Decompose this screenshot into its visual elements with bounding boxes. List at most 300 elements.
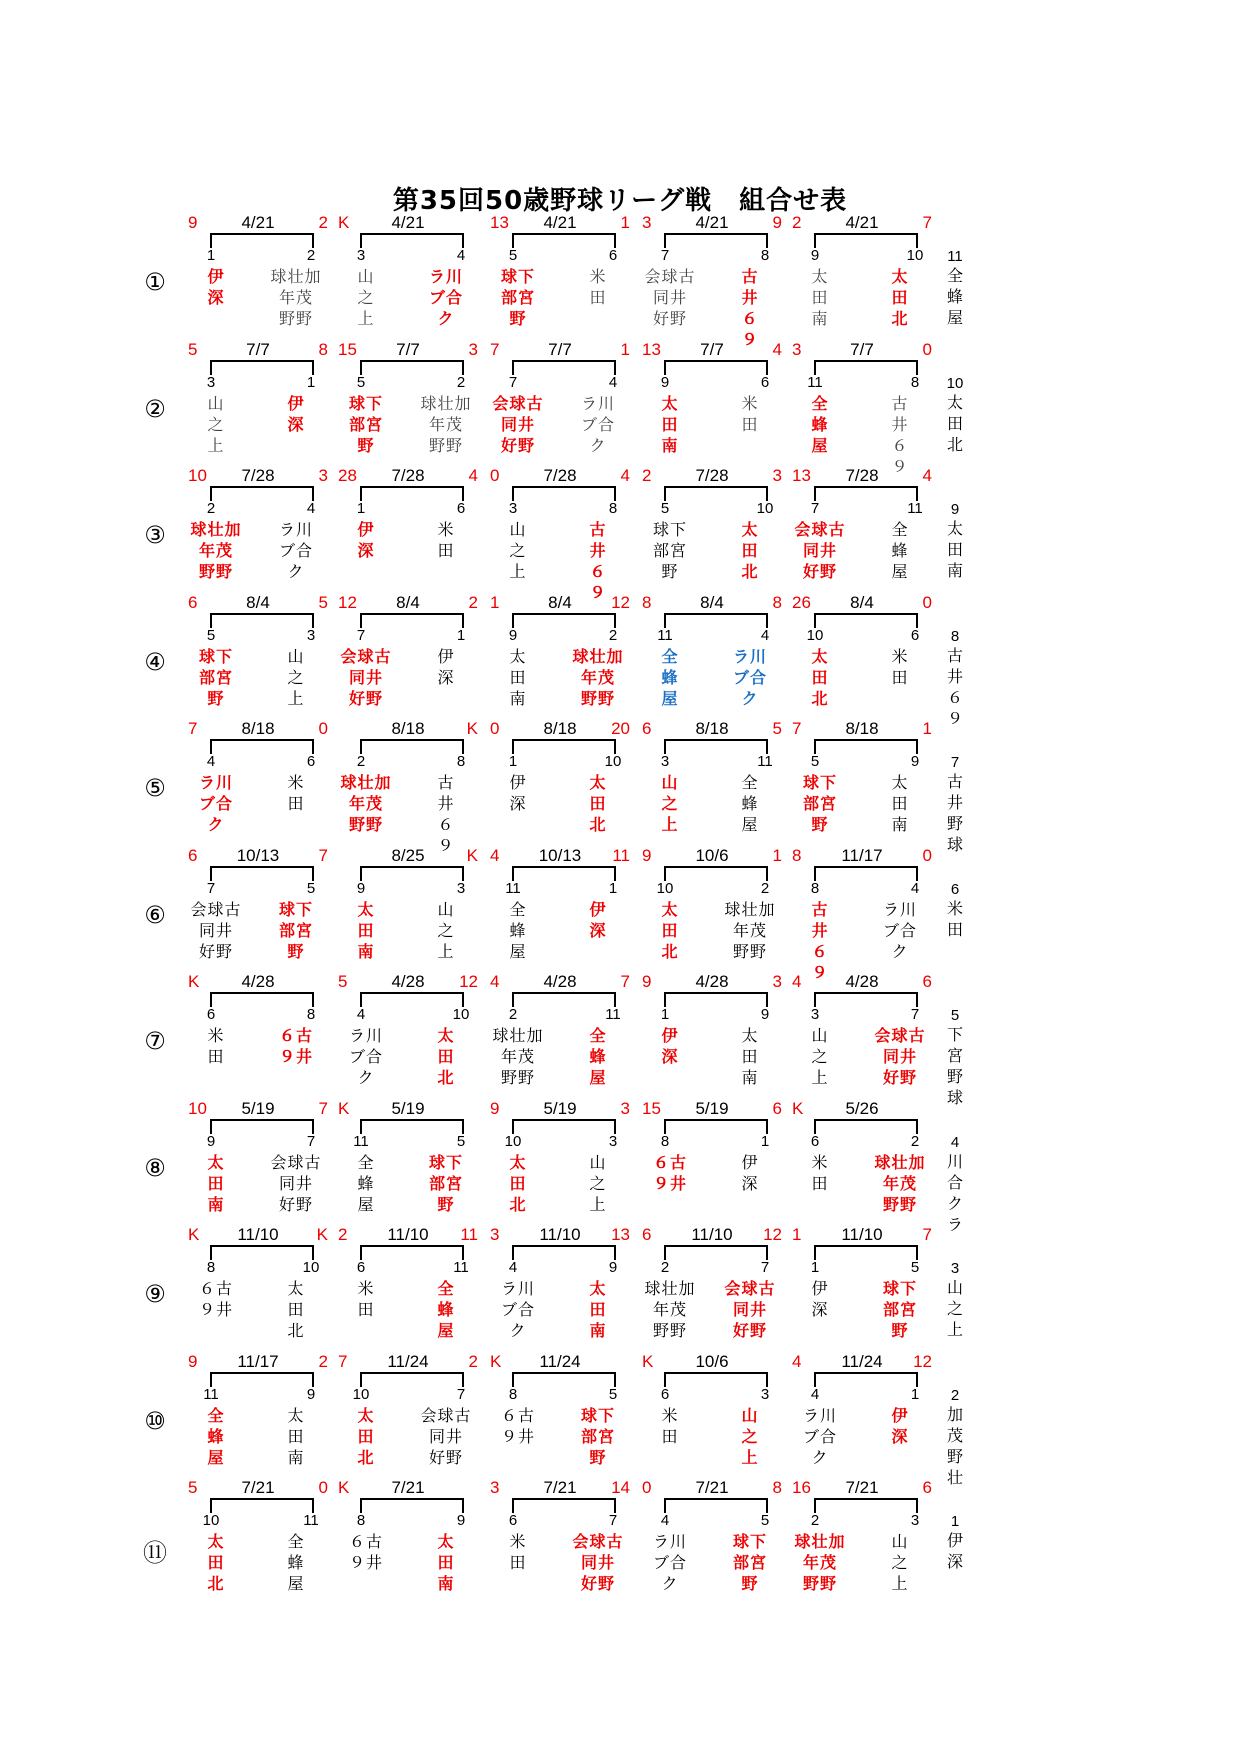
bracket-line <box>664 1372 768 1387</box>
right-team-number: 1 <box>760 1132 770 1150</box>
bye-team-name <box>935 1404 975 1488</box>
team-name-line: 北 <box>891 309 909 328</box>
match-card <box>642 1099 782 1224</box>
team-name-line: 古 <box>589 520 607 539</box>
right-team-name <box>722 393 778 435</box>
team-name-line: 球壮加 <box>644 1279 696 1298</box>
team-name-line: 北 <box>589 815 607 834</box>
match-date: 7/28 <box>695 466 729 485</box>
right-team-name <box>872 1152 928 1215</box>
left-team-number: 11 <box>657 626 673 644</box>
right-team-number: 5 <box>760 1512 770 1529</box>
right-score: 11 <box>612 845 630 865</box>
team-name-line: 井 <box>589 541 607 560</box>
right-team-number: 3 <box>456 879 466 897</box>
bracket-line <box>360 613 464 628</box>
left-team-name <box>642 266 698 329</box>
match-date: 11/24 <box>387 1351 429 1371</box>
team-name-line: 南 <box>287 1447 305 1467</box>
left-score: 3 <box>490 1478 500 1497</box>
bye-team-name <box>935 645 975 729</box>
team-name-line: ラ川 <box>198 773 233 792</box>
team-name-line: 田 <box>437 1047 455 1066</box>
team-name-line: ク <box>661 1574 679 1593</box>
team-name-line: 上 <box>661 815 679 834</box>
match-date: 5/19 <box>543 1098 577 1118</box>
match-date: 11/17 <box>237 1351 279 1371</box>
right-team-number: 11 <box>303 1512 319 1529</box>
right-team-name <box>570 1278 626 1341</box>
team-name-line: 部宮 <box>732 1553 767 1572</box>
team-name-line: 屋 <box>811 435 829 455</box>
match-date: 8/4 <box>396 592 420 612</box>
team-name-line: 伊 <box>357 520 375 539</box>
team-name-line: 野 <box>589 1447 607 1467</box>
right-score: 4 <box>922 466 932 485</box>
right-team-name <box>722 519 778 582</box>
team-name-line: 深 <box>207 288 225 307</box>
right-score: 3 <box>318 466 328 485</box>
bracket-line <box>512 739 616 754</box>
team-name-line: 全 <box>357 1152 375 1172</box>
team-name-line: 太 <box>946 392 963 412</box>
team-name-line: 深 <box>509 794 527 813</box>
match-card <box>490 593 630 718</box>
team-name-line: ９ <box>589 583 607 602</box>
team-name-line: 之 <box>437 920 455 940</box>
left-score: 16 <box>792 1478 811 1497</box>
match-date: 11/24 <box>841 1351 883 1371</box>
right-team-name <box>418 1531 474 1594</box>
team-name-line: 米 <box>946 898 963 918</box>
team-name-line: 全 <box>509 899 527 919</box>
right-score: 12 <box>763 1225 782 1244</box>
team-name-line: 上 <box>741 1447 759 1467</box>
right-team-number: 5 <box>306 879 316 897</box>
match-date: 10/6 <box>695 1351 729 1371</box>
team-name-line: ブ合 <box>732 667 767 687</box>
bracket-line <box>664 613 768 628</box>
match-card <box>490 1099 630 1224</box>
team-name-line: 田 <box>891 667 909 687</box>
team-name-line: 部宮 <box>882 1300 917 1319</box>
team-name-line: 年茂 <box>580 667 615 687</box>
team-name-line: 全 <box>891 520 909 539</box>
team-name-line: 同井 <box>732 1300 767 1319</box>
right-score: 3 <box>468 339 478 359</box>
team-name-line: 球壮加 <box>420 393 472 413</box>
left-team-number: 8 <box>356 1512 366 1529</box>
left-team-name <box>490 1278 546 1341</box>
left-team-number: 3 <box>508 500 518 517</box>
team-name-line: 野 <box>661 562 679 581</box>
team-name-line: 球下 <box>278 899 313 919</box>
right-team-number: 9 <box>910 753 920 770</box>
round-label: ⑩ <box>144 1406 166 1435</box>
right-team-name <box>872 519 928 582</box>
bracket-line <box>210 360 314 375</box>
left-team-number: 9 <box>206 1132 216 1150</box>
left-team-name <box>642 519 698 582</box>
right-team-name <box>570 1025 626 1088</box>
team-name-line: 蜂 <box>437 1300 455 1319</box>
left-team-name <box>338 1405 394 1468</box>
match-card <box>188 846 328 971</box>
team-name-line: 太 <box>437 1532 455 1551</box>
match-date: 4/28 <box>695 972 729 991</box>
bracket-line <box>210 486 314 501</box>
team-name-line: 屋 <box>509 941 527 961</box>
team-name-line: 伊 <box>811 1279 829 1298</box>
match-date: 4/21 <box>391 213 425 232</box>
team-name-line: 田 <box>509 1553 527 1572</box>
match-card <box>642 593 782 718</box>
left-score: K <box>188 972 200 991</box>
match-date: 8/25 <box>391 845 425 865</box>
team-name-line: 南 <box>589 1321 607 1340</box>
right-team-number: 10 <box>756 500 774 517</box>
team-name-line: 太 <box>437 1026 455 1045</box>
left-team-number: 11 <box>505 879 521 897</box>
match-card <box>188 466 328 591</box>
team-name-line: 山 <box>741 1405 759 1425</box>
right-team-name <box>722 1278 778 1341</box>
right-team-number: 3 <box>910 1512 920 1529</box>
right-team-name <box>418 1405 474 1468</box>
left-score: 10 <box>188 1098 207 1118</box>
right-team-number: 10 <box>604 753 622 770</box>
team-name-line: 田 <box>589 1300 607 1319</box>
team-name-line: 屋 <box>661 688 679 708</box>
team-name-line: ブ合 <box>278 541 313 560</box>
left-score: 13 <box>642 339 661 359</box>
team-name-line: 之 <box>207 414 225 434</box>
left-score: 4 <box>792 972 802 991</box>
right-team-name <box>268 646 324 709</box>
right-team-name <box>418 899 474 962</box>
team-name-line: 北 <box>661 941 679 961</box>
team-name-line: ラ川 <box>428 267 463 286</box>
team-name-line: 蜂 <box>741 794 759 813</box>
team-name-line: ブ合 <box>802 1426 837 1446</box>
team-name-line: 伊 <box>589 899 607 919</box>
right-team-number: 4 <box>456 247 466 264</box>
right-team-name <box>722 772 778 835</box>
left-team-number: 6 <box>508 1512 518 1529</box>
team-name-line: 田 <box>357 1300 375 1319</box>
left-score: 7 <box>792 719 802 738</box>
bye-team <box>935 501 975 581</box>
team-name-line: 北 <box>357 1447 375 1467</box>
right-score: K <box>316 1225 328 1244</box>
left-team-number: 5 <box>810 753 820 770</box>
team-name-line: 球下 <box>348 393 383 413</box>
bracket-line <box>512 1372 616 1387</box>
team-name-line: ６ <box>437 815 455 834</box>
team-name-line: 太 <box>811 267 829 286</box>
right-score: 3 <box>620 1098 630 1118</box>
right-score: 0 <box>318 719 328 738</box>
left-team-number: 7 <box>810 500 820 517</box>
team-name-line: 蜂 <box>207 1426 225 1446</box>
right-team-number: 11 <box>605 1006 621 1023</box>
right-team-number: 6 <box>306 753 316 770</box>
right-team-number: 9 <box>608 1259 618 1276</box>
match-card <box>792 1478 932 1603</box>
team-name-line: ９井 <box>652 1173 687 1193</box>
team-name-line: ク <box>946 1193 963 1213</box>
team-name-line: 古 <box>437 773 455 792</box>
bracket-line <box>360 1245 464 1260</box>
match-date: 4/21 <box>241 213 275 232</box>
team-name-line: 全 <box>589 1026 607 1045</box>
left-team-number: 10 <box>202 1512 220 1529</box>
left-team-number: 10 <box>504 1132 522 1150</box>
match-date: 8/18 <box>241 719 275 738</box>
right-team-name <box>268 1531 324 1594</box>
left-team-name <box>792 1531 848 1594</box>
team-name-line: 野 <box>811 815 829 834</box>
bye-team-number: 7 <box>950 754 960 771</box>
team-name-line: 太 <box>946 519 963 538</box>
team-name-line: 茂 <box>946 1425 963 1445</box>
team-name-line: 田 <box>509 1173 527 1193</box>
team-name-line: ６古 <box>500 1405 535 1425</box>
right-team-name <box>872 266 928 329</box>
right-team-number: 7 <box>456 1385 466 1403</box>
team-name-line: 年茂 <box>882 1173 917 1193</box>
team-name-line: 球下 <box>652 520 687 539</box>
team-name-line: 屋 <box>287 1574 305 1593</box>
left-team-number: 11 <box>203 1385 219 1403</box>
team-name-line: 南 <box>946 561 963 580</box>
team-name-line: 古 <box>741 267 759 286</box>
team-name-line: 山 <box>437 899 455 919</box>
left-team-name <box>188 772 244 835</box>
match-date: 11/10 <box>841 1225 883 1244</box>
bracket-line <box>512 1498 616 1513</box>
match-card <box>188 213 328 338</box>
right-score: 2 <box>468 592 478 612</box>
team-name-line: ラ <box>946 1214 963 1234</box>
match-date: 7/21 <box>845 1478 879 1497</box>
round-label: ② <box>144 394 166 423</box>
right-team-name <box>268 1405 324 1468</box>
right-score: 0 <box>922 845 932 865</box>
team-name-line: 球壮加 <box>572 646 624 666</box>
match-date: 5/19 <box>241 1098 275 1118</box>
team-name-line: ク <box>589 435 607 455</box>
team-name-line: 太 <box>207 1532 225 1551</box>
team-name-line: ラ川 <box>652 1532 687 1551</box>
left-team-number: 1 <box>508 753 518 770</box>
team-name-line: 田 <box>741 1047 759 1066</box>
team-name-line: 会球古 <box>270 1152 322 1172</box>
team-name-line: 田 <box>946 413 963 433</box>
right-team-number: 10 <box>906 247 924 264</box>
team-name-line: 宮 <box>946 1046 963 1065</box>
left-team-name <box>490 1531 546 1573</box>
team-name-line: 田 <box>589 794 607 813</box>
bye-team <box>935 1513 975 1572</box>
team-name-line: 太 <box>207 1152 225 1172</box>
bye-team <box>935 375 975 455</box>
team-name-line: 球 <box>946 835 963 854</box>
team-name-line: 田 <box>891 288 909 307</box>
right-score: 8 <box>318 339 328 359</box>
team-name-line: 深 <box>741 1173 759 1193</box>
left-score: 4 <box>490 972 500 991</box>
team-name-line: 田 <box>509 667 527 687</box>
round-label: ⑤ <box>144 774 166 802</box>
team-name-line: 南 <box>891 815 909 834</box>
match-date: 5/19 <box>391 1098 425 1118</box>
team-name-line: 好野 <box>882 1068 917 1087</box>
right-team-name <box>418 266 474 329</box>
team-name-line: ラ川 <box>580 393 615 413</box>
right-team-number: 4 <box>760 626 770 644</box>
team-name-line: 好野 <box>348 688 383 708</box>
left-score: 1 <box>792 1225 802 1244</box>
team-name-line: ６ <box>811 941 829 961</box>
left-score: 9 <box>188 213 198 232</box>
right-team-name <box>570 266 626 308</box>
team-name-line: 北 <box>741 562 759 581</box>
left-team-name <box>792 1405 848 1468</box>
right-team-number: 6 <box>456 500 466 517</box>
team-name-line: 合 <box>946 1172 963 1192</box>
match-card <box>188 1099 328 1224</box>
right-team-number: 4 <box>608 373 618 391</box>
team-name-line: 北 <box>287 1321 305 1340</box>
left-score: 8 <box>792 845 802 865</box>
left-score: 9 <box>642 845 652 865</box>
right-team-number: 6 <box>910 626 920 644</box>
left-team-name <box>490 393 546 456</box>
team-name-line: 太 <box>741 520 759 539</box>
bye-team-number: 8 <box>950 627 960 645</box>
right-team-number: 2 <box>306 247 316 264</box>
team-name-line: 太 <box>891 773 909 792</box>
round-label: ⑪ <box>143 1539 167 1567</box>
match-card <box>338 593 478 718</box>
right-score: 6 <box>772 1098 782 1118</box>
bracket-line <box>664 486 768 501</box>
right-team-number: 5 <box>456 1132 466 1150</box>
team-name-line: 年茂 <box>732 920 767 940</box>
team-name-line: 之 <box>891 1553 909 1572</box>
bye-team-name <box>935 771 975 855</box>
bracket-line <box>210 1245 314 1260</box>
right-team-number: 11 <box>757 753 773 770</box>
right-score: K <box>466 719 478 738</box>
team-name-line: 好野 <box>580 1574 615 1593</box>
left-score: K <box>338 213 350 232</box>
team-name-line: 全 <box>661 646 679 666</box>
team-name-line: ブ合 <box>198 794 233 813</box>
team-name-line: ６古 <box>652 1152 687 1172</box>
team-name-line: 北 <box>811 688 829 708</box>
match-card <box>188 1352 328 1477</box>
left-score: 2 <box>642 466 652 485</box>
right-team-name <box>722 1025 778 1088</box>
team-name-line: 上 <box>357 309 375 328</box>
right-team-name <box>722 1405 778 1468</box>
bye-team <box>935 1387 975 1488</box>
team-name-line: 伊 <box>946 1531 963 1550</box>
left-team-name <box>490 899 546 962</box>
team-name-line: 田 <box>811 288 829 307</box>
team-name-line: 井 <box>437 794 455 813</box>
team-name-line: 屋 <box>437 1321 455 1340</box>
bye-team-name <box>935 392 975 455</box>
team-name-line: 南 <box>207 1194 225 1214</box>
team-name-line: 米 <box>287 773 305 792</box>
team-name-line: ６ <box>589 562 607 581</box>
right-team-name <box>722 646 778 709</box>
match-card <box>642 846 782 971</box>
left-score: 6 <box>642 719 652 738</box>
team-name-line: 深 <box>661 1047 679 1066</box>
right-team-number: 9 <box>760 1006 770 1023</box>
team-name-line: 屋 <box>207 1447 225 1467</box>
team-name-line: 年茂 <box>198 541 233 560</box>
team-name-line: 田 <box>207 1173 225 1193</box>
team-name-line: ラ川 <box>500 1279 535 1298</box>
bracket-line <box>814 866 918 881</box>
team-name-line: ク <box>811 1447 829 1467</box>
bracket-line <box>360 866 464 881</box>
team-name-line: 南 <box>357 941 375 961</box>
right-team-name <box>872 1405 928 1447</box>
left-score: K <box>490 1351 502 1371</box>
team-name-line: 野 <box>509 309 527 328</box>
team-name-line: 蜂 <box>946 287 963 306</box>
right-team-name <box>722 899 778 962</box>
match-date: 4/21 <box>695 213 729 232</box>
match-card <box>338 846 478 971</box>
right-team-number: 8 <box>456 753 466 770</box>
left-team-name <box>338 1025 394 1088</box>
bye-team <box>935 248 975 328</box>
left-score: 2 <box>338 1225 348 1244</box>
team-name-line: ９井 <box>278 1047 313 1066</box>
left-team-number: 4 <box>508 1259 518 1276</box>
team-name-line: 年茂 <box>652 1300 687 1319</box>
team-name-line: 野野 <box>500 1068 535 1087</box>
left-team-name <box>188 519 244 582</box>
left-team-number: 3 <box>356 247 366 264</box>
team-name-line: 井 <box>946 666 963 686</box>
team-name-line: 野 <box>437 1194 455 1214</box>
team-name-line: 山 <box>946 1278 963 1297</box>
left-team-number: 4 <box>206 753 216 770</box>
right-team-name <box>268 393 324 435</box>
bracket-line <box>512 1245 616 1260</box>
team-name-line: 井 <box>891 414 909 434</box>
right-score: 2 <box>318 1351 328 1371</box>
team-name-line: 北 <box>437 1068 455 1087</box>
team-name-line: 球壮加 <box>794 1532 846 1551</box>
team-name-line: 野野 <box>580 688 615 708</box>
match-date: 4/21 <box>543 213 577 232</box>
team-name-line: 深 <box>357 541 375 560</box>
team-name-line: 古 <box>946 645 963 665</box>
bracket-line <box>814 613 918 628</box>
team-name-line: 上 <box>811 1068 829 1087</box>
bracket-line <box>814 486 918 501</box>
team-name-line: 南 <box>509 688 527 708</box>
